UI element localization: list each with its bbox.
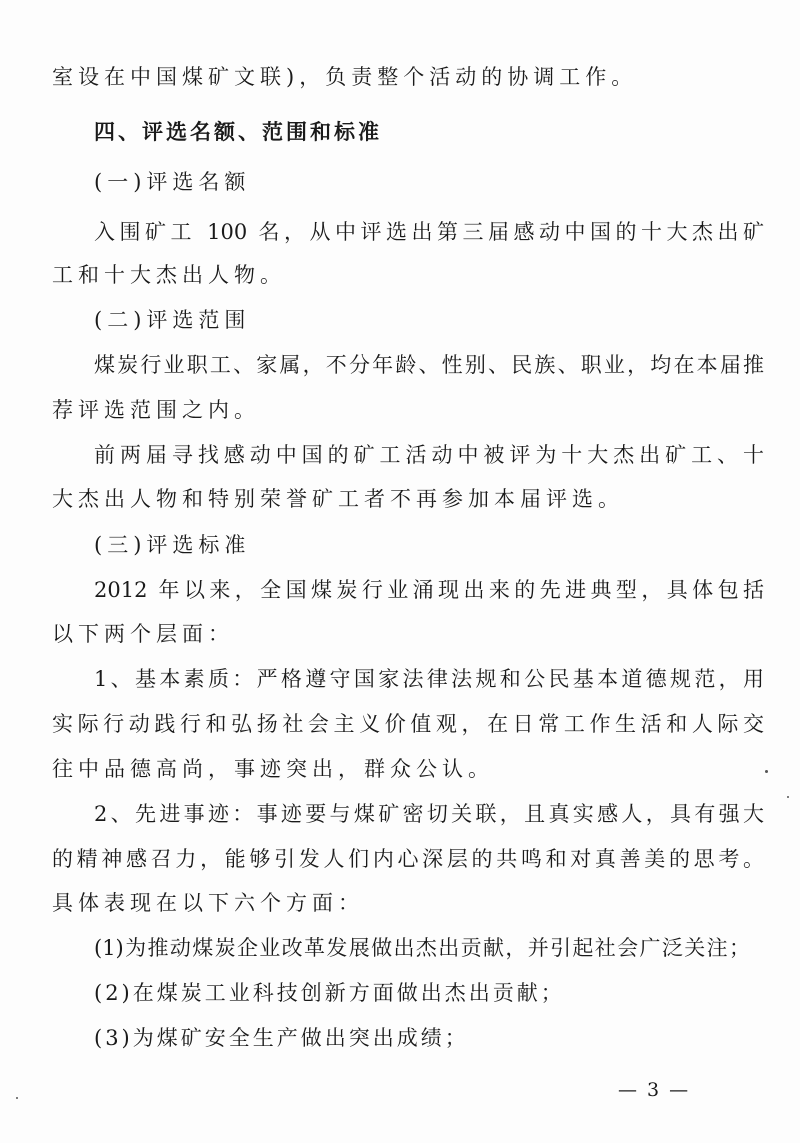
- paragraph-line: 具体表现在以下六个方面：: [52, 891, 364, 915]
- scan-speck: [16, 1097, 18, 1099]
- list-item: (2)在煤炭工业科技创新方面做出杰出贡献；: [94, 981, 565, 1005]
- section-heading: 四、评选名额、范围和标准: [94, 119, 382, 144]
- subsection-heading: (二)评选范围: [94, 308, 251, 332]
- list-item: (3)为煤矿安全生产做出突出成绩；: [94, 1026, 469, 1050]
- paragraph-line: 以下两个层面：: [52, 622, 234, 646]
- list-item: (1)为推动煤炭企业改革发展做出杰出贡献，并引起社会广泛关注；: [94, 936, 750, 960]
- paragraph-line: 2012 年以来，全国煤炭行业涌现出来的先进典型，具体包括: [94, 578, 764, 602]
- paragraph-line: 的精神感召力，能够引发人们内心深层的共鸣和对真善美的思考。: [52, 847, 764, 871]
- paragraph-line: 室设在中国煤矿文联)，负责整个活动的协调工作。: [52, 65, 638, 89]
- paragraph-line: 2、先进事迹：事迹要与煤矿密切关联，且真实感人，具有强大: [94, 802, 764, 826]
- paragraph-line: 煤炭行业职工、家属，不分年龄、性别、民族、职业，均在本届推: [94, 353, 764, 377]
- paragraph-line: 前两届寻找感动中国的矿工活动中被评为十大杰出矿工、十: [94, 443, 764, 467]
- paragraph-line: 实际行动践行和弘扬社会主义价值观，在日常工作生活和人际交: [52, 712, 764, 736]
- page-number: — 3 —: [618, 1079, 691, 1101]
- scan-speck: [787, 796, 789, 798]
- paragraph-line: 往中品德高尚，事迹突出，群众公认。: [52, 757, 494, 781]
- paragraph-line: 大杰出人物和特别荣誉矿工者不再参加本届评选。: [52, 487, 624, 511]
- paragraph-line: 工和十大杰出人物。: [52, 263, 286, 287]
- paragraph-line: 荐评选范围之内。: [52, 398, 260, 422]
- paragraph-line: 1、基本素质：严格遵守国家法律法规和公民基本道德规范，用: [94, 667, 764, 691]
- paragraph-line: 入围矿工 100 名，从中评选出第三届感动中国的十大杰出矿: [94, 220, 764, 244]
- scan-speck: [765, 770, 768, 773]
- subsection-heading: (三)评选标准: [94, 533, 251, 557]
- subsection-heading: (一)评选名额: [94, 170, 251, 194]
